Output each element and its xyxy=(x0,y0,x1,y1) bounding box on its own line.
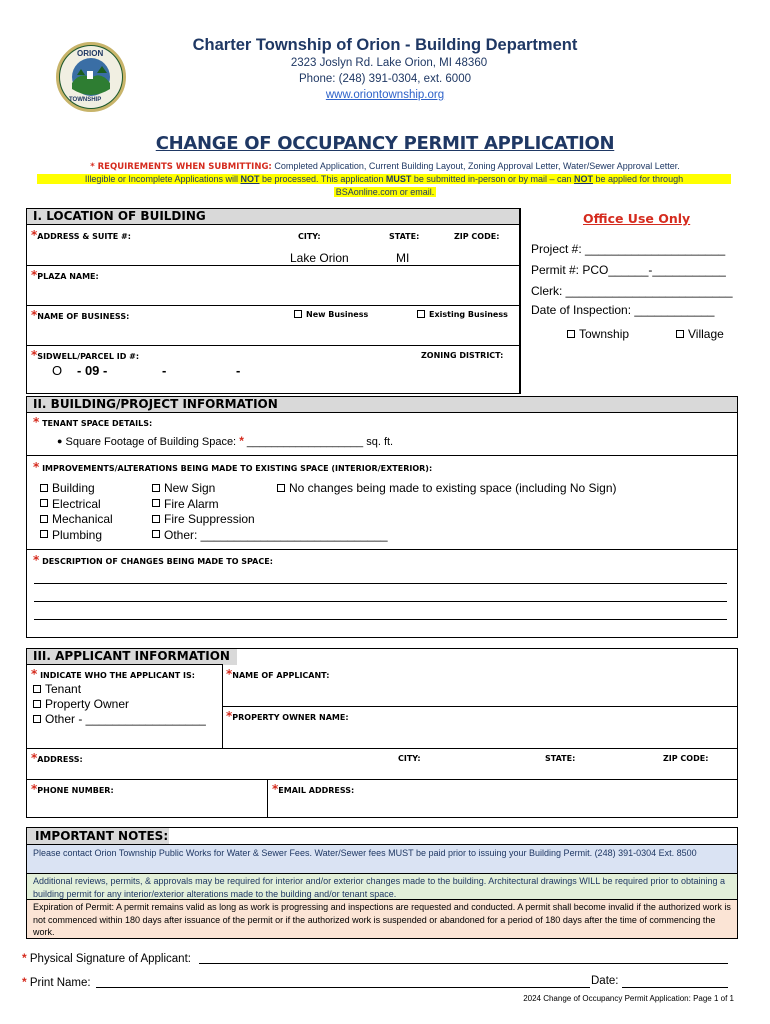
print-name-line[interactable] xyxy=(96,987,590,988)
req-must: MUST xyxy=(385,174,412,184)
sqft-row: ● Square Footage of Building Space: * ___________________ sq. ft. xyxy=(57,434,394,448)
sidwell-label: *SIDWELL/PARCEL ID #: xyxy=(31,348,140,362)
business-label: *NAME OF BUSINESS: xyxy=(31,308,130,322)
office-inspection: Date of Inspection: ____________ xyxy=(531,303,715,317)
new-sign-label: New Sign xyxy=(164,481,216,495)
improvements-label-text: IMPROVEMENTS/ALTERATIONS BEING MADE TO EXISTING SPACE (INTERIOR/EXTERIOR): xyxy=(42,464,433,473)
tenant-label: * TENANT SPACE DETAILS: xyxy=(33,415,153,429)
phone-email-divider xyxy=(267,779,268,818)
mechanical-checkbox[interactable] xyxy=(40,512,113,528)
zip-label: ZIP CODE: xyxy=(454,232,500,241)
state-label: STATE: xyxy=(389,232,420,241)
description-label: * DESCRIPTION OF CHANGES BEING MADE TO SPACE: xyxy=(33,553,273,567)
checkbox-icon xyxy=(33,715,41,723)
electrical-checkbox[interactable] xyxy=(40,497,113,513)
email-label: *EMAIL ADDRESS: xyxy=(272,782,355,796)
checkbox-icon xyxy=(40,484,48,492)
property-owner-checkbox[interactable] xyxy=(33,697,206,712)
business-row-divider xyxy=(26,345,520,346)
checkbox-icon xyxy=(152,484,160,492)
improvements-col1 xyxy=(40,481,113,543)
building-label: Building xyxy=(52,481,95,495)
township-label: Township xyxy=(579,327,630,341)
tenant-checkbox[interactable] xyxy=(33,682,206,697)
email-label-text: EMAIL ADDRESS: xyxy=(278,786,355,795)
req-text-d: be applied for through xyxy=(593,174,684,184)
checkbox-icon xyxy=(152,515,160,523)
improvements-divider xyxy=(26,549,738,550)
plaza-label: *PLAZA NAME: xyxy=(31,268,99,282)
sidwell-dash-1: - xyxy=(162,363,167,378)
applicant-address-label: *ADDRESS: xyxy=(31,751,83,765)
applicant-name-label-text: NAME OF APPLICANT: xyxy=(232,671,330,680)
plaza-row-divider xyxy=(26,305,520,306)
requirements-label: * REQUIREMENTS WHEN SUBMITTING: xyxy=(90,162,272,172)
footer-text: 2024 Change of Occupancy Permit Application: Page 1 of 1 xyxy=(523,994,734,1003)
applicant-type-options xyxy=(33,682,206,727)
form-title: CHANGE OF OCCUPANCY PERMIT APPLICATION xyxy=(155,133,615,154)
city-label: CITY: xyxy=(298,232,321,241)
description-label-text: DESCRIPTION OF CHANGES BEING MADE TO SPACE: xyxy=(42,557,273,566)
header-address: 2323 Joslyn Rd. Lake Orion, MI 48360 xyxy=(290,57,488,69)
indicate-label-text: INDICATE WHO THE APPLICANT IS: xyxy=(40,671,195,680)
section2-header: II. BUILDING/PROJECT INFORMATION xyxy=(26,396,738,413)
business-label-text: NAME OF BUSINESS: xyxy=(37,312,130,321)
no-changes-label: No changes being made to existing space (including No Sign) xyxy=(289,481,617,495)
address-row-divider xyxy=(26,265,520,266)
signature-row: * Physical Signature of Applicant: xyxy=(22,951,191,965)
applicant-zip-label: ZIP CODE: xyxy=(663,754,709,763)
other-applicant-checkbox[interactable] xyxy=(33,712,206,727)
other-checkbox[interactable] xyxy=(152,528,388,544)
date-line[interactable] xyxy=(622,987,728,988)
req-text-a: Illegible or Incomplete Applications will xyxy=(84,174,241,184)
checkbox-icon xyxy=(152,499,160,507)
city-value[interactable]: Lake Orion xyxy=(290,251,349,265)
fire-suppression-checkbox[interactable] xyxy=(152,512,388,528)
checkbox-icon xyxy=(417,310,425,318)
print-name-label: Print Name: xyxy=(29,977,91,989)
new-business-label: New Business xyxy=(306,310,369,319)
office-project: Project #: _____________________ xyxy=(531,242,726,256)
req-text-b: be processed. This application xyxy=(259,174,386,184)
address-divider xyxy=(26,779,738,780)
township-checkbox[interactable] xyxy=(567,327,629,341)
plumbing-checkbox[interactable] xyxy=(40,528,113,544)
building-checkbox[interactable] xyxy=(40,481,113,497)
address-suite-label: *ADDRESS & SUITE #: xyxy=(31,228,131,242)
applicant-state-label: STATE: xyxy=(545,754,576,763)
phone-label: *PHONE NUMBER: xyxy=(31,782,114,796)
state-value[interactable]: MI xyxy=(396,251,410,265)
header-title: Charter Township of Orion - Building Department xyxy=(192,36,578,54)
checkbox-icon xyxy=(676,330,684,338)
owner-divider xyxy=(26,748,738,749)
sqft-label: Square Footage of Building Space: xyxy=(65,436,237,448)
notes-title: IMPORTANT NOTES: xyxy=(35,829,169,843)
note-additional-reviews: Additional reviews, permits, & approvals may be required for interior and/or exterior changes made to the building. Architectural drawings WILL be required prior to obtaining a building permit for any interior/exterior alterations made to the building and/or tenant space. xyxy=(26,874,738,900)
sidwell-label-text: SIDWELL/PARCEL ID #: xyxy=(37,352,140,361)
improvements-label: * IMPROVEMENTS/ALTERATIONS BEING MADE TO EXISTING SPACE (INTERIOR/EXTERIOR): xyxy=(33,460,433,474)
checkbox-icon xyxy=(33,685,41,693)
fire-alarm-label: Fire Alarm xyxy=(164,496,219,511)
electrical-label: Electrical xyxy=(52,496,101,511)
section1-right-border xyxy=(520,208,521,394)
description-line-1[interactable] xyxy=(34,583,727,584)
name-divider xyxy=(222,706,738,707)
print-name-row: * Print Name: xyxy=(22,975,91,989)
other-applicant-label: Other - __________________ xyxy=(45,712,206,726)
existing-business-label: Existing Business xyxy=(429,310,508,319)
applicant-name-label: *NAME OF APPLICANT: xyxy=(226,667,330,681)
section3-header: III. APPLICANT INFORMATION xyxy=(26,648,738,665)
indicate-label: * INDICATE WHO THE APPLICANT IS: xyxy=(31,667,195,681)
header-website-link[interactable]: www.oriontownship.org xyxy=(325,89,445,101)
zoning-label: ZONING DISTRICT: xyxy=(421,351,504,360)
fire-alarm-checkbox[interactable] xyxy=(152,497,388,513)
plumbing-label: Plumbing xyxy=(52,527,103,542)
office-permit: Permit #: PCO______-___________ xyxy=(531,263,726,277)
header-phone: Phone: (248) 391-0304, ext. 6000 xyxy=(299,73,471,85)
checkbox-icon xyxy=(567,330,575,338)
phone-label-text: PHONE NUMBER: xyxy=(37,786,114,795)
req-text-c: be submitted in-person or by mail – can xyxy=(411,174,575,184)
section1-header: I. LOCATION OF BUILDING xyxy=(26,208,520,225)
description-line-3[interactable] xyxy=(34,619,727,620)
checkbox-icon xyxy=(152,530,160,538)
logo-text-bottom: TOWNSHIP xyxy=(69,97,102,103)
applicant-address-label-text: ADDRESS: xyxy=(37,755,83,764)
address-suite-label-text: ADDRESS & SUITE #: xyxy=(37,232,131,241)
section3-left-divider xyxy=(26,664,222,665)
property-owner-name-label: *PROPERTY OWNER NAME: xyxy=(226,709,349,723)
tenant-divider xyxy=(26,455,738,456)
requirements-line1 xyxy=(0,161,770,172)
signature-line[interactable] xyxy=(199,963,728,964)
requirements-line3 xyxy=(0,187,770,197)
checkbox-icon xyxy=(40,515,48,523)
checkbox-icon xyxy=(294,310,302,318)
village-checkbox[interactable] xyxy=(676,327,724,341)
req-text-e: BSAonline.com or email. xyxy=(335,187,435,197)
tenant-label-text: TENANT SPACE DETAILS: xyxy=(42,419,153,428)
fire-suppression-label: Fire Suppression xyxy=(164,512,255,526)
no-changes-checkbox[interactable] xyxy=(277,481,617,495)
office-clerk: Clerk: _________________________ xyxy=(531,284,733,298)
checkbox-icon xyxy=(277,484,285,492)
property-owner-label: Property Owner xyxy=(45,697,130,711)
sqft-input[interactable]: ___________________ sq. ft. xyxy=(246,436,394,448)
note-water-sewer: Please contact Orion Township Public Works for Water & Sewer Fees. Water/Sewer fees MUST be paid prior to issuing your Building Permit. (248) 391-0304 Ext. 8500 xyxy=(26,844,738,874)
note-expiration: Expiration of Permit: A permit remains valid as long as work is progressing and inspections are requested and conducted. A permit shall become invalid if the authorized work is not commenced within 180 days after issuance of the permit or if the authorized work is suspended or abandoned for a period of 180 days after the time of commencing the work. xyxy=(26,900,738,939)
checkbox-icon xyxy=(40,530,48,538)
sidwell-dash-2: - xyxy=(236,363,241,378)
new-business-checkbox[interactable] xyxy=(294,310,368,319)
other-label: Other: ____________________________ xyxy=(164,527,388,542)
notes-header xyxy=(26,827,738,844)
mechanical-label: Mechanical xyxy=(52,512,113,526)
checkbox-icon xyxy=(40,499,48,507)
req-not-2: NOT xyxy=(574,174,594,184)
applicant-city-label: CITY: xyxy=(398,754,421,763)
req-not-1: NOT xyxy=(240,174,260,184)
checkbox-icon xyxy=(33,700,41,708)
plaza-label-text: PLAZA NAME: xyxy=(37,272,99,281)
sidwell-09: - 09 - xyxy=(77,363,108,378)
signature-label: Physical Signature of Applicant: xyxy=(29,953,191,965)
requirements-line2 xyxy=(37,174,731,184)
village-label: Village xyxy=(688,327,724,341)
existing-business-checkbox[interactable] xyxy=(417,310,508,319)
description-line-2[interactable] xyxy=(34,601,727,602)
sidwell-o: O xyxy=(52,363,63,378)
property-owner-name-label-text: PROPERTY OWNER NAME: xyxy=(232,713,349,722)
logo-text-top: ORION xyxy=(77,49,104,58)
tenant-label: Tenant xyxy=(45,682,82,696)
date-label: Date: xyxy=(591,975,619,987)
requirements-text: Completed Application, Current Building Layout, Zoning Approval Letter, Water/Sewer Approval Letter. xyxy=(274,161,680,171)
office-use-title: Office Use Only xyxy=(583,211,691,226)
